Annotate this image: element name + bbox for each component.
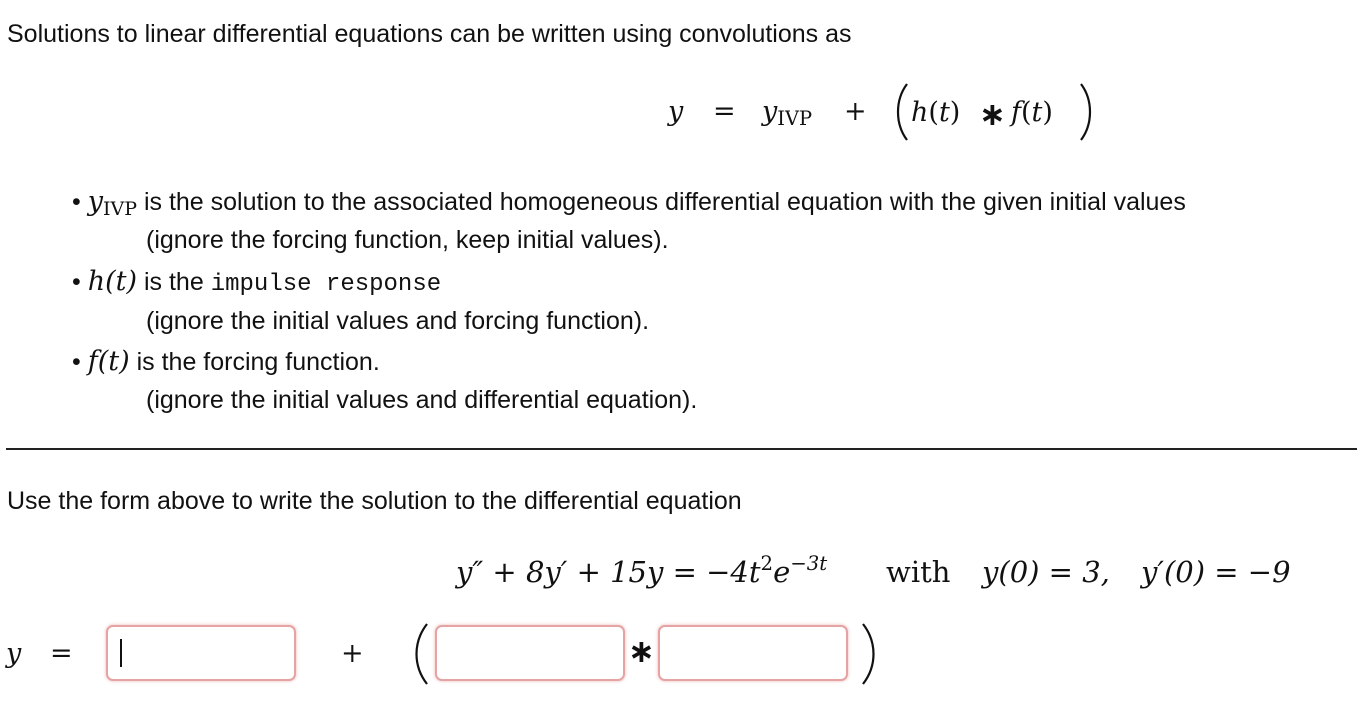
text-caret [120,639,122,667]
bullet-dot: • [72,348,81,376]
intro-text: Solutions to linear differential equations can be written using convolutions as [7,20,852,48]
bullet-yivp [72,186,1186,221]
bullet-dot: • [72,188,81,216]
bullet-h-code: impulse response [210,271,442,298]
instruction-text: Use the form above to write the solution to the differential equation [7,487,742,515]
answer-y: y [6,638,22,669]
problem-with: with [886,555,951,589]
bullet-h-symbol: h(t) [87,266,138,297]
bullet-yivp-note: (ignore the forcing function, keep initial values). [146,226,669,254]
problem-exp: −3t [790,552,828,576]
bullet-yivp-symbol: y [87,186,103,217]
formula-h-of-t: h(t) [911,97,961,128]
forcing-function-input[interactable] [658,625,848,681]
bullet-f-symbol: f(t) [87,346,130,377]
formula-yivp [762,96,813,131]
problem-lhs: y″ + 8y′ + 15y = −4t [456,555,761,589]
formula-t2: t [1031,97,1043,128]
problem-equation [456,552,828,589]
problem-ic2: y′(0) = −9 [1141,555,1291,589]
problem-e: e [773,555,791,589]
formula-yivp-base: y [762,96,778,127]
formula-f: f [1011,97,1021,128]
bullet-yivp-text: is the solution to the associated homogeneous differential equation with the given initial values [143,188,1186,216]
bullet-h [72,266,441,298]
problem-ic1: y(0) = 3, [982,555,1110,589]
section-divider [6,448,1357,450]
formula-f-of-t: f(t) [1011,97,1053,128]
formula-t1: t [938,97,950,128]
bullet-f [72,346,380,377]
formula-h: h [911,97,929,128]
bullet-f-text: is the forcing function. [136,348,380,376]
formula-eq: = [713,96,736,127]
bullet-h-note: (ignore the initial values and forcing function). [146,307,650,335]
impulse-response-input[interactable] [435,625,625,681]
formula-y [668,96,683,127]
bullet-dot: • [72,268,81,296]
answer-eq: = [50,638,73,669]
bullet-yivp-sub: IVP [102,198,137,221]
answer-plus: + [341,638,364,669]
problem-exp2: 2 [760,552,774,576]
yivp-input[interactable] [106,625,296,681]
bullet-f-note: (ignore the initial values and differential equation). [146,386,698,414]
formula-star: ∗ [979,96,1006,132]
answer-star: ∗ [628,633,655,669]
formula-plus: + [844,96,867,127]
bullet-h-text: is the [143,268,204,296]
formula-yivp-sub: IVP [777,107,813,131]
formula-y-symbol: y [668,96,684,127]
